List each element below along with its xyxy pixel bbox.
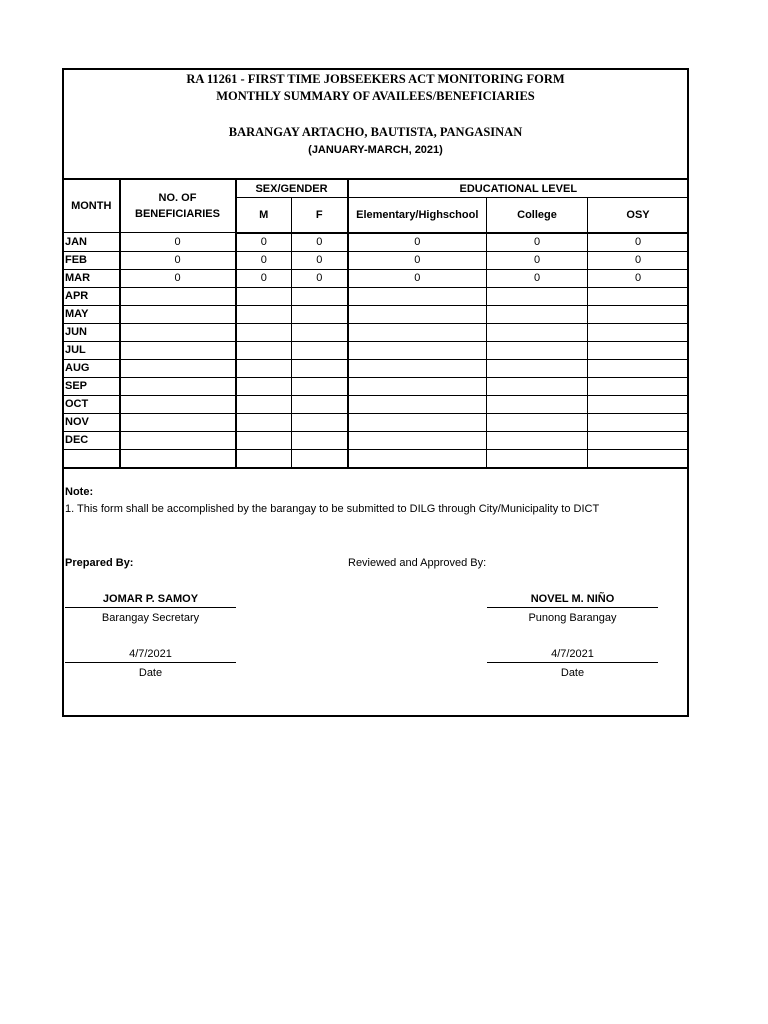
cell-osy	[588, 305, 689, 323]
header-female: F	[292, 198, 348, 233]
cell-m	[236, 305, 292, 323]
approver-name: NOVEL M. NIÑO	[487, 591, 658, 608]
table-row	[64, 395, 689, 413]
header-educational-level: EDUCATIONAL LEVEL	[348, 179, 689, 198]
cell-m	[236, 395, 292, 413]
cell-beneficiaries	[120, 431, 236, 449]
cell-month: SEP	[64, 377, 120, 395]
form-subtitle: MONTHLY SUMMARY OF AVAILEES/BENEFICIARIES	[216, 89, 535, 103]
approver-role: Punong Barangay	[528, 612, 617, 624]
cell-f	[292, 341, 348, 359]
cell-beneficiaries	[120, 305, 236, 323]
cell-elem	[348, 359, 487, 377]
cell-osy: 0	[588, 251, 689, 269]
cell-elem	[348, 377, 487, 395]
cell-osy	[588, 323, 689, 341]
cell-college	[487, 341, 588, 359]
cell-month: AUG	[64, 359, 120, 377]
cell-osy	[588, 377, 689, 395]
cell-college	[487, 323, 588, 341]
cell-f	[292, 431, 348, 449]
cell-f: 0	[292, 251, 348, 269]
header-college: College	[487, 198, 588, 233]
cell-month: JUL	[64, 341, 120, 359]
barangay-name: BARANGAY ARTACHO, BAUTISTA, PANGASINAN	[228, 125, 523, 139]
cell-m	[236, 377, 292, 395]
summary-table	[63, 178, 689, 469]
cell-f	[292, 323, 348, 341]
cell-elem: 0	[348, 269, 487, 287]
header-month: MONTH	[64, 179, 120, 233]
cell-college	[487, 395, 588, 413]
cell-elem: 0	[348, 233, 487, 252]
cell-college: 0	[487, 269, 588, 287]
preparer-date-label: Date	[138, 667, 163, 679]
cell-beneficiaries	[120, 359, 236, 377]
cell-college	[487, 431, 588, 449]
table-row	[64, 341, 689, 359]
table-row	[64, 377, 689, 395]
header-osy: OSY	[588, 198, 689, 233]
cell-elem	[348, 305, 487, 323]
cell-m	[236, 341, 292, 359]
cell-beneficiaries: 0	[120, 269, 236, 287]
cell-beneficiaries: 0	[120, 233, 236, 252]
header-sex-gender: SEX/GENDER	[236, 179, 348, 198]
header-elementary-highschool: Elementary/Highschool	[348, 198, 487, 233]
cell-m	[236, 287, 292, 305]
table-row	[64, 323, 689, 341]
cell-college	[487, 413, 588, 431]
prepared-by-label: Prepared By:	[65, 557, 134, 569]
cell-f	[292, 377, 348, 395]
cell-month: MAY	[64, 305, 120, 323]
preparer-name: JOMAR P. SAMOY	[65, 591, 236, 608]
report-period: (JANUARY-MARCH, 2021)	[308, 144, 443, 156]
cell-elem	[348, 323, 487, 341]
cell-beneficiaries	[120, 287, 236, 305]
cell-college	[487, 449, 588, 468]
cell-f	[292, 449, 348, 468]
cell-osy	[588, 395, 689, 413]
cell-m	[236, 449, 292, 468]
cell-beneficiaries	[120, 377, 236, 395]
cell-college: 0	[487, 251, 588, 269]
cell-osy: 0	[588, 233, 689, 252]
note-label: Note:	[65, 486, 94, 498]
note-text: 1. This form shall be accomplished by the barangay to be submitted to DILG through City/Municipality to DICT	[65, 503, 600, 515]
reviewed-by-label: Reviewed and Approved By:	[348, 557, 487, 569]
cell-month: APR	[64, 287, 120, 305]
cell-f	[292, 287, 348, 305]
cell-month: MAR	[64, 269, 120, 287]
cell-month: NOV	[64, 413, 120, 431]
preparer-role: Barangay Secretary	[101, 612, 200, 624]
table-row	[64, 305, 689, 323]
table-row	[64, 233, 689, 252]
cell-osy	[588, 449, 689, 468]
approver-date: 4/7/2021	[487, 646, 658, 663]
cell-elem	[348, 413, 487, 431]
cell-elem: 0	[348, 251, 487, 269]
cell-elem	[348, 287, 487, 305]
cell-m	[236, 413, 292, 431]
cell-college	[487, 359, 588, 377]
cell-beneficiaries: 0	[120, 251, 236, 269]
cell-m	[236, 359, 292, 377]
table-row	[64, 431, 689, 449]
table-row	[64, 287, 689, 305]
cell-f	[292, 395, 348, 413]
cell-osy	[588, 359, 689, 377]
header-male: M	[236, 198, 292, 233]
cell-month: JUN	[64, 323, 120, 341]
table-row	[64, 251, 689, 269]
cell-elem	[348, 449, 487, 468]
cell-m	[236, 431, 292, 449]
cell-month: FEB	[64, 251, 120, 269]
cell-osy: 0	[588, 269, 689, 287]
table-row	[64, 269, 689, 287]
cell-month	[64, 449, 120, 468]
approver-signature-block	[487, 591, 658, 681]
cell-osy	[588, 341, 689, 359]
cell-elem	[348, 395, 487, 413]
cell-beneficiaries	[120, 341, 236, 359]
cell-month: OCT	[64, 395, 120, 413]
cell-elem	[348, 431, 487, 449]
approver-date-label: Date	[560, 667, 585, 679]
cell-m: 0	[236, 233, 292, 252]
cell-college	[487, 305, 588, 323]
monitoring-form	[62, 68, 689, 717]
cell-f	[292, 413, 348, 431]
cell-college: 0	[487, 233, 588, 252]
cell-college	[487, 287, 588, 305]
cell-osy	[588, 431, 689, 449]
table-row	[64, 449, 689, 468]
cell-m	[236, 323, 292, 341]
table-row	[64, 413, 689, 431]
cell-month: DEC	[64, 431, 120, 449]
table-row	[64, 359, 689, 377]
form-title: RA 11261 - FIRST TIME JOBSEEKERS ACT MONITORING FORM	[186, 72, 565, 86]
cell-beneficiaries	[120, 413, 236, 431]
cell-college	[487, 377, 588, 395]
cell-f: 0	[292, 233, 348, 252]
cell-beneficiaries	[120, 323, 236, 341]
preparer-signature-block	[65, 591, 236, 681]
cell-month: JAN	[64, 233, 120, 252]
cell-beneficiaries	[120, 395, 236, 413]
header-beneficiaries: NO. OF BENEFICIARIES	[120, 179, 236, 233]
cell-elem	[348, 341, 487, 359]
cell-m: 0	[236, 251, 292, 269]
preparer-date: 4/7/2021	[65, 646, 236, 663]
cell-f	[292, 305, 348, 323]
cell-f: 0	[292, 269, 348, 287]
cell-beneficiaries	[120, 449, 236, 468]
cell-osy	[588, 413, 689, 431]
cell-m: 0	[236, 269, 292, 287]
cell-f	[292, 359, 348, 377]
cell-osy	[588, 287, 689, 305]
